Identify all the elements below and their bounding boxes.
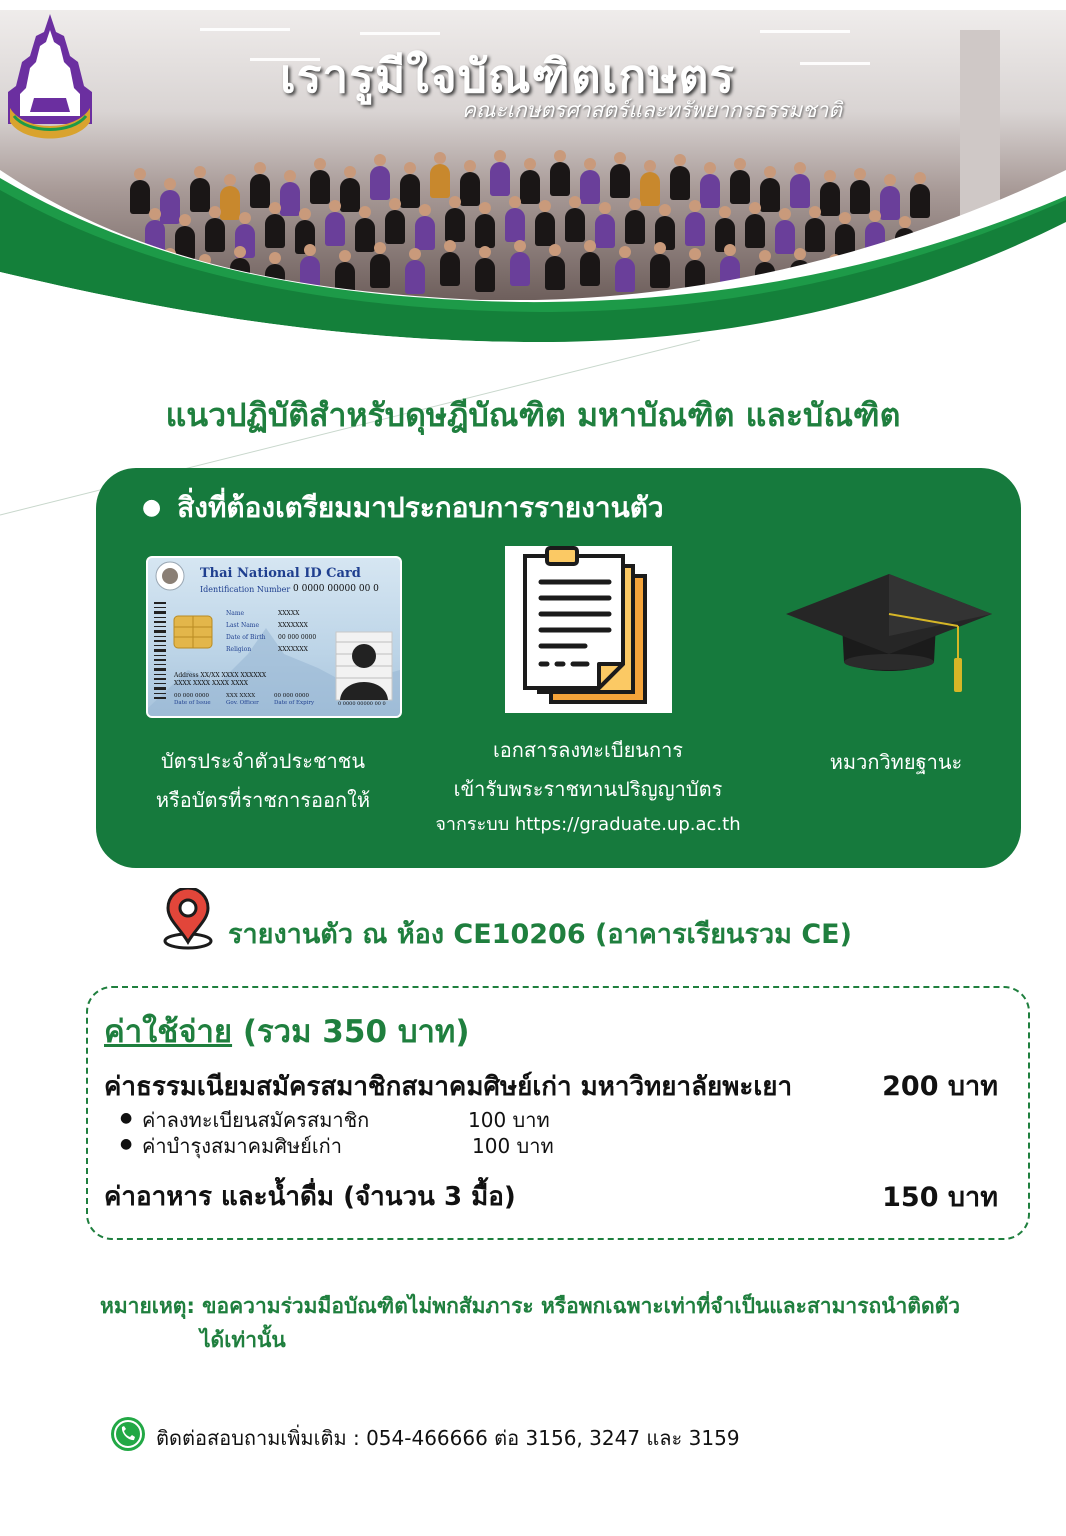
id-card-caption: บัตรประจำตัวประชาชน หรือบัตรที่ราชการออกให้ <box>155 749 371 812</box>
membership-fee-amount: 200 บาท <box>882 1071 998 1102</box>
university-logo <box>4 12 96 140</box>
cap-caption: หมวกวิทยฐานะ <box>829 750 963 774</box>
hero-title: เรารูมีใจบัณฑิตเกษตร <box>280 49 736 103</box>
meal-fee-label: ค่าอาหาร และน้ำดื่ม (จำนวน 3 มื้อ) <box>104 1182 516 1212</box>
id-card-field-values: XXXXX XXXXXXX 00 000 0000 XXXXXXX <box>278 610 317 653</box>
report-location: รายงานตัว ณ ห้อง CE10206 (อาคารเรียนรวม CE) <box>228 919 852 950</box>
registration-fee-amount: 100 บาท <box>468 1108 550 1132</box>
hero-banner <box>0 0 1066 345</box>
maintenance-fee-label: ค่าบำรุงสมาคมศิษย์เก่า <box>142 1134 342 1158</box>
id-card-number: 0 0000 00000 00 0 <box>293 584 379 594</box>
note-line-2: ได้เท่านั้น <box>200 1328 286 1352</box>
id-card-officer: XXX XXXX Gov. Officer <box>226 693 259 706</box>
hero-subtitle: คณะเกษตรศาสตร์และทรัพยากรธรรมชาติ <box>462 98 842 122</box>
id-card-issue: 00 000 0000 Date of Issue <box>174 693 211 706</box>
id-card-code: 0 0000 00000 00 0 <box>338 701 386 707</box>
registration-fee-label: ค่าลงทะเบียนสมัครสมาชิก <box>142 1108 370 1132</box>
membership-fee-label: ค่าธรรมเนียมสมัครสมาชิกสมาคมศิษย์เก่า มหาวิทยาลัยพะเยา <box>104 1072 793 1102</box>
id-card-number-label: Identification Number <box>200 585 291 594</box>
id-card-expiry: 00 000 0000 Date of Expiry <box>274 693 315 706</box>
cost-title: ค่าใช้จ่าย (รวม 350 บาท) <box>104 1014 470 1050</box>
graduation-cap-icon <box>784 570 994 700</box>
note-line-1: หมายเหตุ: ขอความร่วมมือบัณฑิตไม่พกสัมภาระ หรือพกเฉพาะเท่าที่จำเป็นและสามารถนำติดตัว <box>100 1294 961 1318</box>
maintenance-fee-amount: 100 บาท <box>472 1134 554 1158</box>
phone-icon <box>111 1417 145 1451</box>
preparation-heading: ● สิ่งที่ต้องเตรียมมาประกอบการรายงานตัว <box>142 491 664 524</box>
list-bullet: ● <box>120 1136 133 1152</box>
id-card-title: Thai National ID Card <box>200 566 361 581</box>
document-icon <box>505 546 672 713</box>
list-bullet: ● <box>120 1110 133 1126</box>
id-card-field-labels: Name Last Name Date of Birth Religion <box>226 610 266 653</box>
meal-fee-amount: 150 บาท <box>882 1182 998 1213</box>
id-card-icon <box>146 556 402 718</box>
location-pin-icon <box>162 888 214 950</box>
id-card-address: Address XX/XX XXXX XXXXXX XXXX XXXX XXXX XXXX <box>174 672 267 687</box>
contact-info: ติดต่อสอบถามเพิ่มเติม : 054-466666 ต่อ 3156, 3247 และ 3159 <box>156 1426 740 1450</box>
document-caption: เอกสารลงทะเบียนการ เข้ารับพระราชทานปริญญาบัตร จากระบบ https://graduate.up.ac.th <box>435 738 741 835</box>
page-title: แนวปฏิบัติสำหรับดุษฎีบัณฑิต มหาบัณฑิต และบัณฑิต <box>165 396 901 434</box>
